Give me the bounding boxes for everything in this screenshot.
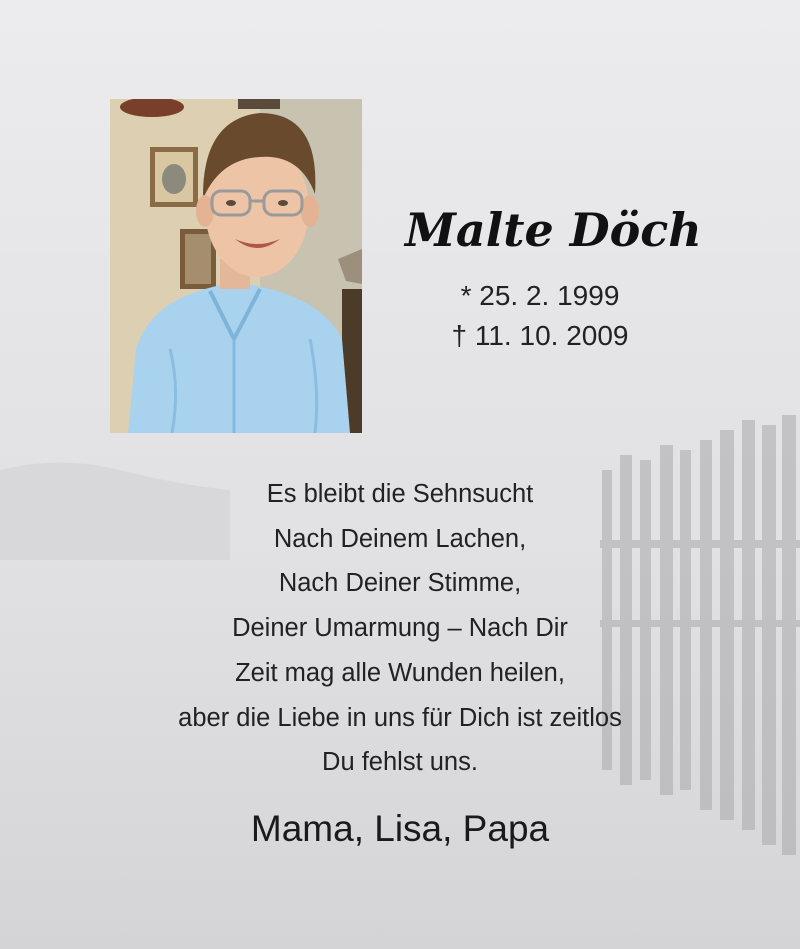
life-dates (420, 276, 660, 356)
poem-line: Zeit mag alle Wunden heilen, (235, 658, 565, 687)
death-date: † 11. 10. 2009 (451, 320, 629, 351)
poem-line: Nach Deinem Lachen, (273, 524, 527, 553)
poem-line: Du fehlst uns. (322, 748, 478, 777)
portrait-photo (110, 99, 362, 433)
poem-line: Es bleibt die Sehnsucht (266, 480, 534, 508)
deceased-name: Malte Döch (405, 203, 702, 257)
poem-line: Deiner Umarmung – Nach Dir (232, 614, 568, 643)
poem-line: Nach Deiner Stimme, (278, 569, 522, 598)
memorial-poem (100, 472, 700, 785)
family-signature: Mama, Lisa, Papa (250, 808, 550, 849)
poem-line: aber die Liebe in uns für Dich ist zeitlos (178, 703, 622, 732)
birth-date: * 25. 2. 1999 (460, 280, 620, 311)
